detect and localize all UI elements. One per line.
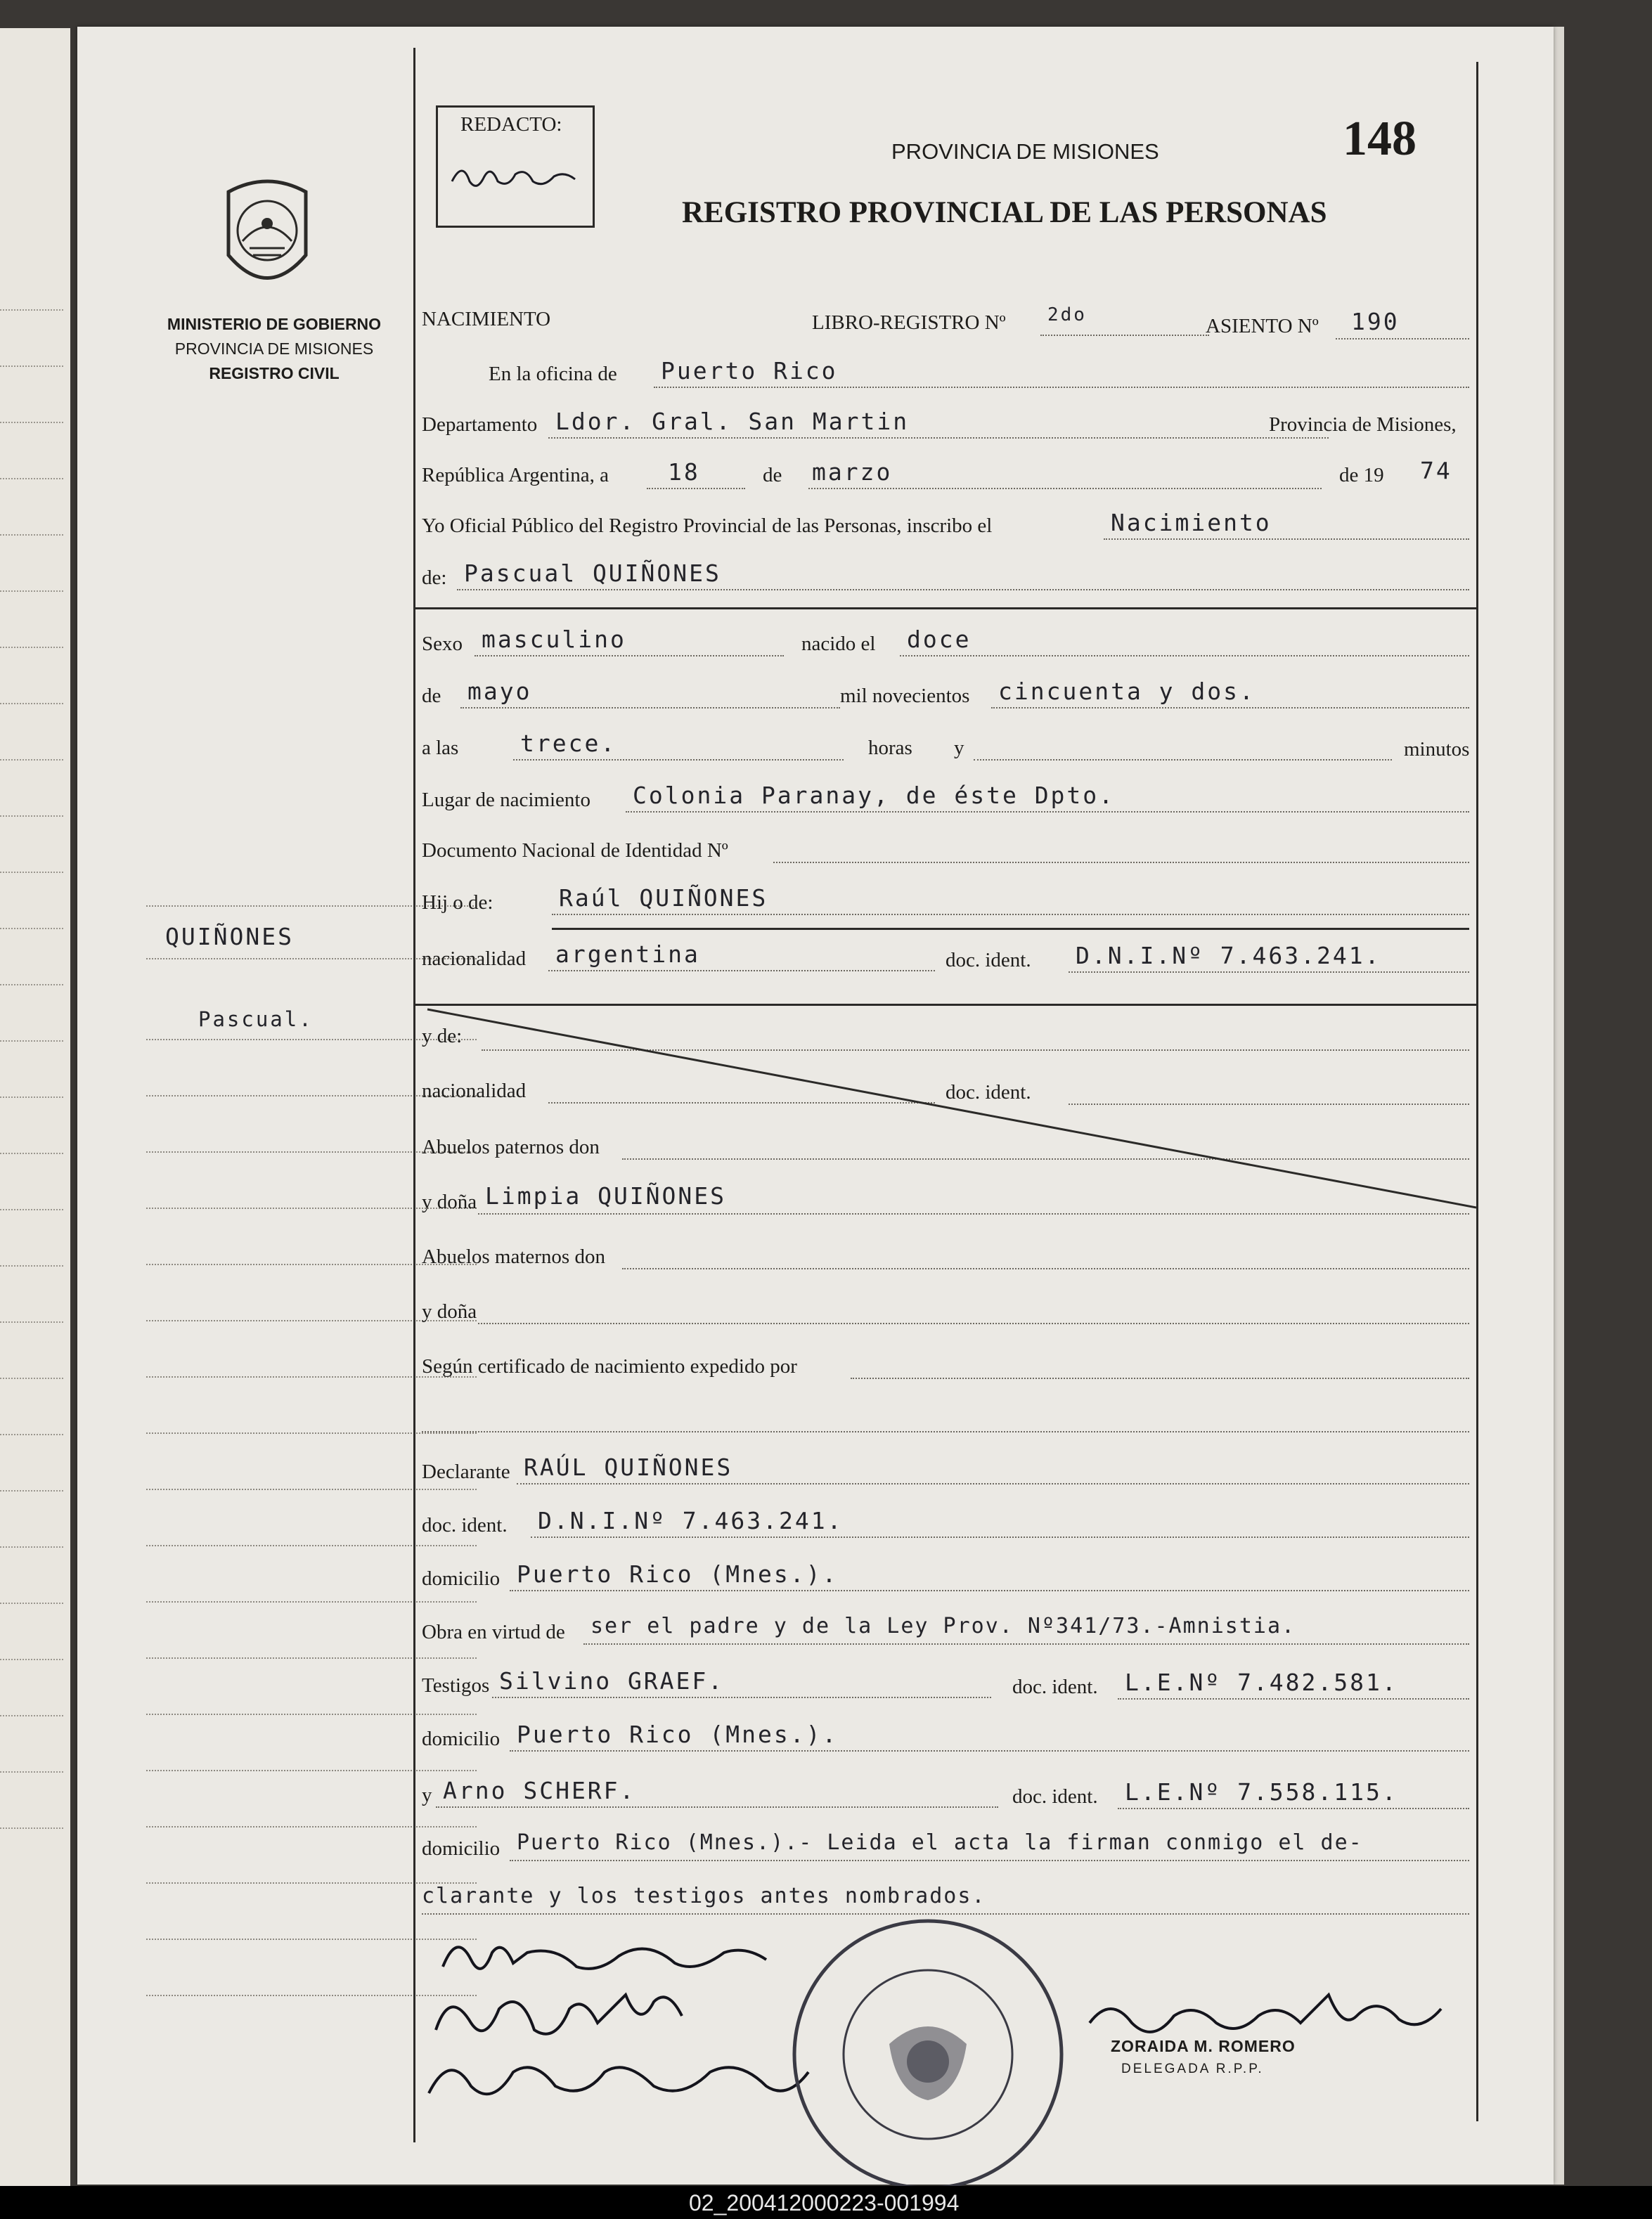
nacionalidad2-label: nacionalidad [422, 1080, 527, 1102]
padre-nacionalidad-line [548, 970, 935, 971]
de-persona-label: de: [422, 567, 447, 589]
asiento-label: ASIENTO Nº [1206, 315, 1319, 337]
sidebar-province: PROVINCIA DE MISIONES [174, 339, 374, 358]
nacionalidad-label: nacionalidad [422, 947, 527, 970]
strike-through-line [413, 1004, 1476, 1215]
testigo1-doc-value: L.E.Nº 7.482.581. [1125, 1669, 1398, 1696]
sidebar-rule [146, 1770, 477, 1771]
declarante-doc-value: D.N.I.Nº 7.463.241. [538, 1507, 844, 1534]
padre-doc-line [1069, 971, 1469, 973]
domicilio2-label: domicilio [422, 1728, 501, 1750]
obra-label: Obra en virtud de [422, 1621, 565, 1643]
abuelos-paternos-label: Abuelos paternos don [422, 1136, 600, 1158]
abuelos-maternos-label: Abuelos maternos don [422, 1246, 605, 1268]
nacido-line [900, 655, 1469, 656]
ledger-rule [0, 1096, 63, 1099]
oficial-value: Nacimiento [1111, 509, 1272, 536]
mes-value: mayo [467, 678, 532, 705]
departamento-label: Departamento [422, 413, 538, 436]
y-dona-label: y doña [422, 1191, 477, 1213]
ledger-rule [0, 1603, 63, 1605]
ledger-rule [0, 1659, 63, 1661]
coat-of-arms-icon [214, 171, 320, 304]
domicilio-line [510, 1590, 1469, 1591]
horas-line [513, 759, 844, 761]
redacto-label: REDACTO: [460, 113, 562, 136]
ledger-rule [0, 1434, 63, 1436]
libro-value: 2do [1047, 304, 1087, 325]
y-dona2-label: y doña [422, 1300, 477, 1323]
ledger-rule [0, 1546, 63, 1548]
libro-line [1040, 335, 1209, 336]
ledger-rule [0, 478, 63, 480]
horas-value: trece. [520, 730, 617, 757]
mil-label: mil novecientos [840, 685, 970, 707]
mes-line [460, 707, 840, 709]
testigo2-doc-line [1118, 1808, 1469, 1809]
domicilio3-line [510, 1860, 1469, 1861]
oficina-label: En la oficina de [489, 363, 617, 385]
ledger-rule [0, 1827, 63, 1830]
testigo2-value: Arno SCHERF. [443, 1777, 636, 1804]
domicilio2-value: Puerto Rico (Mnes.). [517, 1721, 839, 1748]
sidebar-rule [146, 1601, 477, 1603]
redacto-box [436, 105, 595, 228]
year-suffix: 74 [1420, 457, 1452, 484]
month-value: marzo [812, 458, 893, 486]
registry-title: REGISTRO PROVINCIAL DE LAS PERSONAS [682, 196, 1327, 229]
minutos-label: minutos [1404, 738, 1470, 761]
testigo2-line [436, 1806, 998, 1808]
ledger-rule [0, 422, 63, 424]
ledger-rule [0, 1715, 63, 1717]
testigo1-value: Silvino GRAEF. [499, 1667, 725, 1695]
official-name: ZORAIDA M. ROMERO [1111, 2037, 1296, 2055]
sidebar-rule [146, 1714, 477, 1715]
day-line [647, 488, 745, 489]
ledger-rule [0, 872, 63, 874]
minutos-line [974, 759, 1392, 761]
republica-label: República Argentina, a [422, 464, 609, 486]
ledger-rule [0, 647, 63, 649]
anio-value: cincuenta y dos. [998, 678, 1256, 705]
ledger-rule [0, 759, 63, 761]
ledger-rule [0, 1378, 63, 1380]
sexo-line [475, 655, 784, 656]
doc-ident-label: doc. ident. [946, 949, 1031, 971]
ledger-rule [0, 309, 63, 311]
ledger-rule [0, 703, 63, 705]
official-stamp [784, 1910, 1072, 2199]
sidebar-rule [146, 1489, 477, 1490]
lugar-line [626, 811, 1469, 813]
nacido-label: nacido el [801, 633, 876, 655]
record-type: NACIMIENTO [422, 308, 551, 330]
padre-nacionalidad: argentina [555, 940, 700, 968]
page-number: 148 [1343, 112, 1417, 166]
domicilio3-value: Puerto Rico (Mnes.).- Leida el acta la firman conmigo el de- [517, 1830, 1363, 1855]
certificado-line-2 [422, 1431, 1469, 1432]
domicilio-value: Puerto Rico (Mnes.). [517, 1560, 839, 1588]
persona-value: Pascual QUIÑONES [464, 559, 721, 587]
footer-bar [0, 2186, 1652, 2219]
asiento-line [1336, 338, 1469, 339]
oficina-line [654, 387, 1469, 388]
declarante-doc-label: doc. ident. [422, 1514, 508, 1537]
sidebar-ministry: MINISTERIO DE GOBIERNO [167, 315, 382, 333]
section-rule [415, 607, 1476, 609]
ledger-rule [0, 365, 63, 368]
padre-line [552, 914, 1469, 915]
obra-line [583, 1643, 1469, 1645]
anio-line [991, 707, 1469, 709]
dni-label: Documento Nacional de Identidad Nº [422, 839, 728, 862]
official-signature [1076, 1967, 1469, 2072]
declarante-label: Declarante [422, 1461, 510, 1483]
footer-image-id: 02_200412000223-001994 [689, 2190, 960, 2215]
y-testigo-label: y [422, 1784, 432, 1806]
abuela-paterna-value: Limpia QUIÑONES [485, 1182, 727, 1210]
oficial-text: Yo Oficial Público del Registro Provincial de las Personas, inscribo el [422, 515, 993, 537]
sidebar-registry: REGISTRO CIVIL [209, 364, 340, 382]
official-title: DELEGADA R.P.P. [1121, 2062, 1264, 2076]
month-line [808, 488, 1322, 489]
sexo-value: masculino [482, 626, 626, 653]
libro-label: LIBRO-REGISTRO Nº [812, 311, 1006, 334]
province-heading: PROVINCIA DE MISIONES [891, 139, 1159, 164]
testigo1-doc-label: doc. ident. [1012, 1676, 1098, 1698]
hora-label: horas [868, 737, 912, 759]
abuelo-materno-line [622, 1268, 1469, 1269]
doc-ident2-label: doc. ident. [946, 1081, 1031, 1104]
register-page [77, 27, 1554, 2185]
departamento-value: Ldor. Gral. San Martin [555, 408, 910, 435]
ledger-rule [0, 1490, 63, 1492]
certificado-label: Según certificado de nacimiento expedido por [422, 1355, 797, 1378]
hijo-label: Hij o de: [422, 891, 493, 914]
de-label: de [763, 464, 782, 486]
domicilio3-label: domicilio [422, 1837, 501, 1860]
padre-rule [552, 928, 1469, 930]
year-prefix: de 19 [1339, 464, 1384, 486]
y-label: y [954, 737, 964, 759]
sexo-label: Sexo [422, 633, 463, 655]
redacto-signature [449, 157, 582, 199]
sidebar-surname: QUIÑONES [165, 923, 294, 950]
y-de-label: y de: [422, 1025, 463, 1047]
lugar-value: Colonia Paranay, de éste Dpto. [633, 782, 1116, 809]
ledger-rule [0, 590, 63, 593]
departamento-line [548, 437, 1329, 439]
domicilio2-line [510, 1750, 1469, 1752]
ledger-rule [0, 1153, 63, 1155]
sidebar-rule [146, 1657, 477, 1659]
testigo1-line [492, 1697, 991, 1698]
ledger-rule [0, 984, 63, 986]
sidebar-rule [146, 1826, 477, 1827]
oficial-line [1104, 538, 1469, 540]
ledger-rule [0, 1771, 63, 1773]
ledger-rule [0, 534, 63, 536]
declarante-doc-line [531, 1537, 1469, 1538]
ledger-rule [0, 1321, 63, 1324]
ledger-rule [0, 928, 63, 930]
asiento-value: 190 [1351, 308, 1400, 335]
domicilio-label: domicilio [422, 1567, 501, 1590]
continuation-value: clarante y los testigos antes nombrados. [422, 1884, 986, 1908]
declarante-line [517, 1483, 1469, 1484]
declarante-value: RAÚL QUIÑONES [524, 1454, 733, 1481]
dni-line [773, 862, 1469, 863]
ledger-rule [0, 1209, 63, 1211]
testigos-label: Testigos [422, 1674, 490, 1697]
left-ledger-page [0, 28, 70, 2186]
ledger-rule [0, 1265, 63, 1267]
sidebar-rule [146, 1545, 477, 1546]
sidebar-given-name: Pascual. [198, 1007, 314, 1031]
de-mes-label: de [422, 685, 441, 707]
padre-doc-value: D.N.I.Nº 7.463.241. [1076, 942, 1381, 969]
oficina-value: Puerto Rico [661, 357, 838, 384]
provincia-suffix: Provincia de Misiones, [1269, 413, 1457, 436]
form-border-right [1476, 62, 1478, 2121]
testigo2-doc-value: L.E.Nº 7.558.115. [1125, 1778, 1398, 1806]
nacido-value: doce [907, 626, 972, 653]
ledger-rule [0, 1040, 63, 1042]
testigo1-doc-line [1118, 1698, 1469, 1700]
abuela-materna-line [478, 1323, 1469, 1324]
lugar-label: Lugar de nacimiento [422, 789, 591, 811]
testigo2-doc-label: doc. ident. [1012, 1785, 1098, 1808]
certificado-line [851, 1378, 1469, 1379]
day-value: 18 [668, 458, 700, 486]
ledger-rule [0, 815, 63, 817]
persona-line [457, 589, 1469, 590]
a-las-label: a las [422, 737, 459, 759]
obra-value: ser el padre y de la Ley Prov. Nº341/73.-Amnistia. [591, 1614, 1296, 1638]
padre-value: Raúl QUIÑONES [559, 884, 768, 912]
sidebar-rule [146, 1432, 477, 1434]
